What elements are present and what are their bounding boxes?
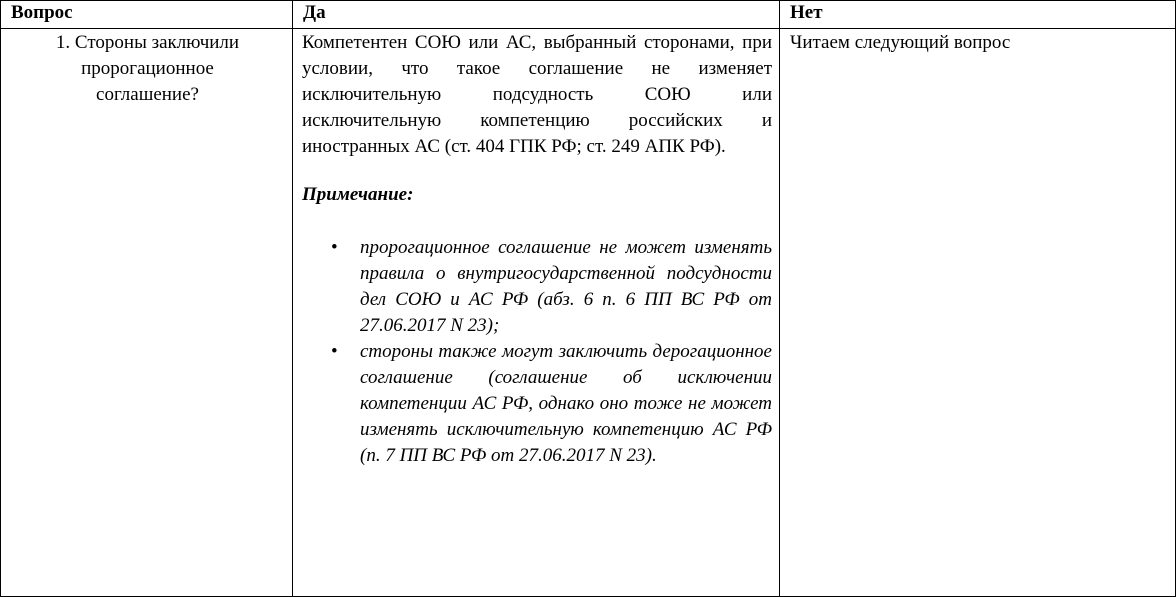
yes-cell (293, 29, 780, 597)
question-cell (1, 29, 293, 597)
notes-list (302, 235, 772, 469)
question-text: 1. Стороны заключили пророгационное соглашение? (55, 32, 240, 105)
yes-content (293, 30, 779, 469)
bullet-icon: • (331, 341, 338, 362)
note-title: Примечание: (302, 184, 414, 205)
table-row (1, 29, 1176, 597)
bullet-icon: • (331, 237, 338, 258)
list-item (331, 339, 772, 469)
list-item (331, 235, 772, 339)
yes-main-text: Компетентен СОЮ или АС, выбранный сторонами, при условии, что такое соглашение не изменяет исключительную подсудность СОЮ или исключительную компетенцию российских и иностранных АС (ст. 404 ГПК РФ; ст. 249 АПК РФ). (302, 32, 772, 157)
no-text: Читаем следующий вопрос (790, 32, 1011, 53)
header-row (1, 1, 1176, 29)
header-yes: Да (293, 1, 780, 29)
note-text: стороны также могут заключить дерогационное соглашение (соглашение об исключении компетенции АС РФ, однако оно тоже не может изменять исключительную компетенцию АС РФ (п. 7 ПП ВС РФ от 27.06.2017 N 23). (360, 341, 772, 466)
note-text: пророгационное соглашение не может изменять правила о внутригосударственной подсудности дел СОЮ и АС РФ (абз. 6 п. 6 ПП ВС РФ от 27.06.2017 N 23); (360, 237, 772, 336)
header-question: Вопрос (1, 1, 293, 29)
header-no: Нет (780, 1, 1176, 29)
no-cell (780, 29, 1176, 597)
